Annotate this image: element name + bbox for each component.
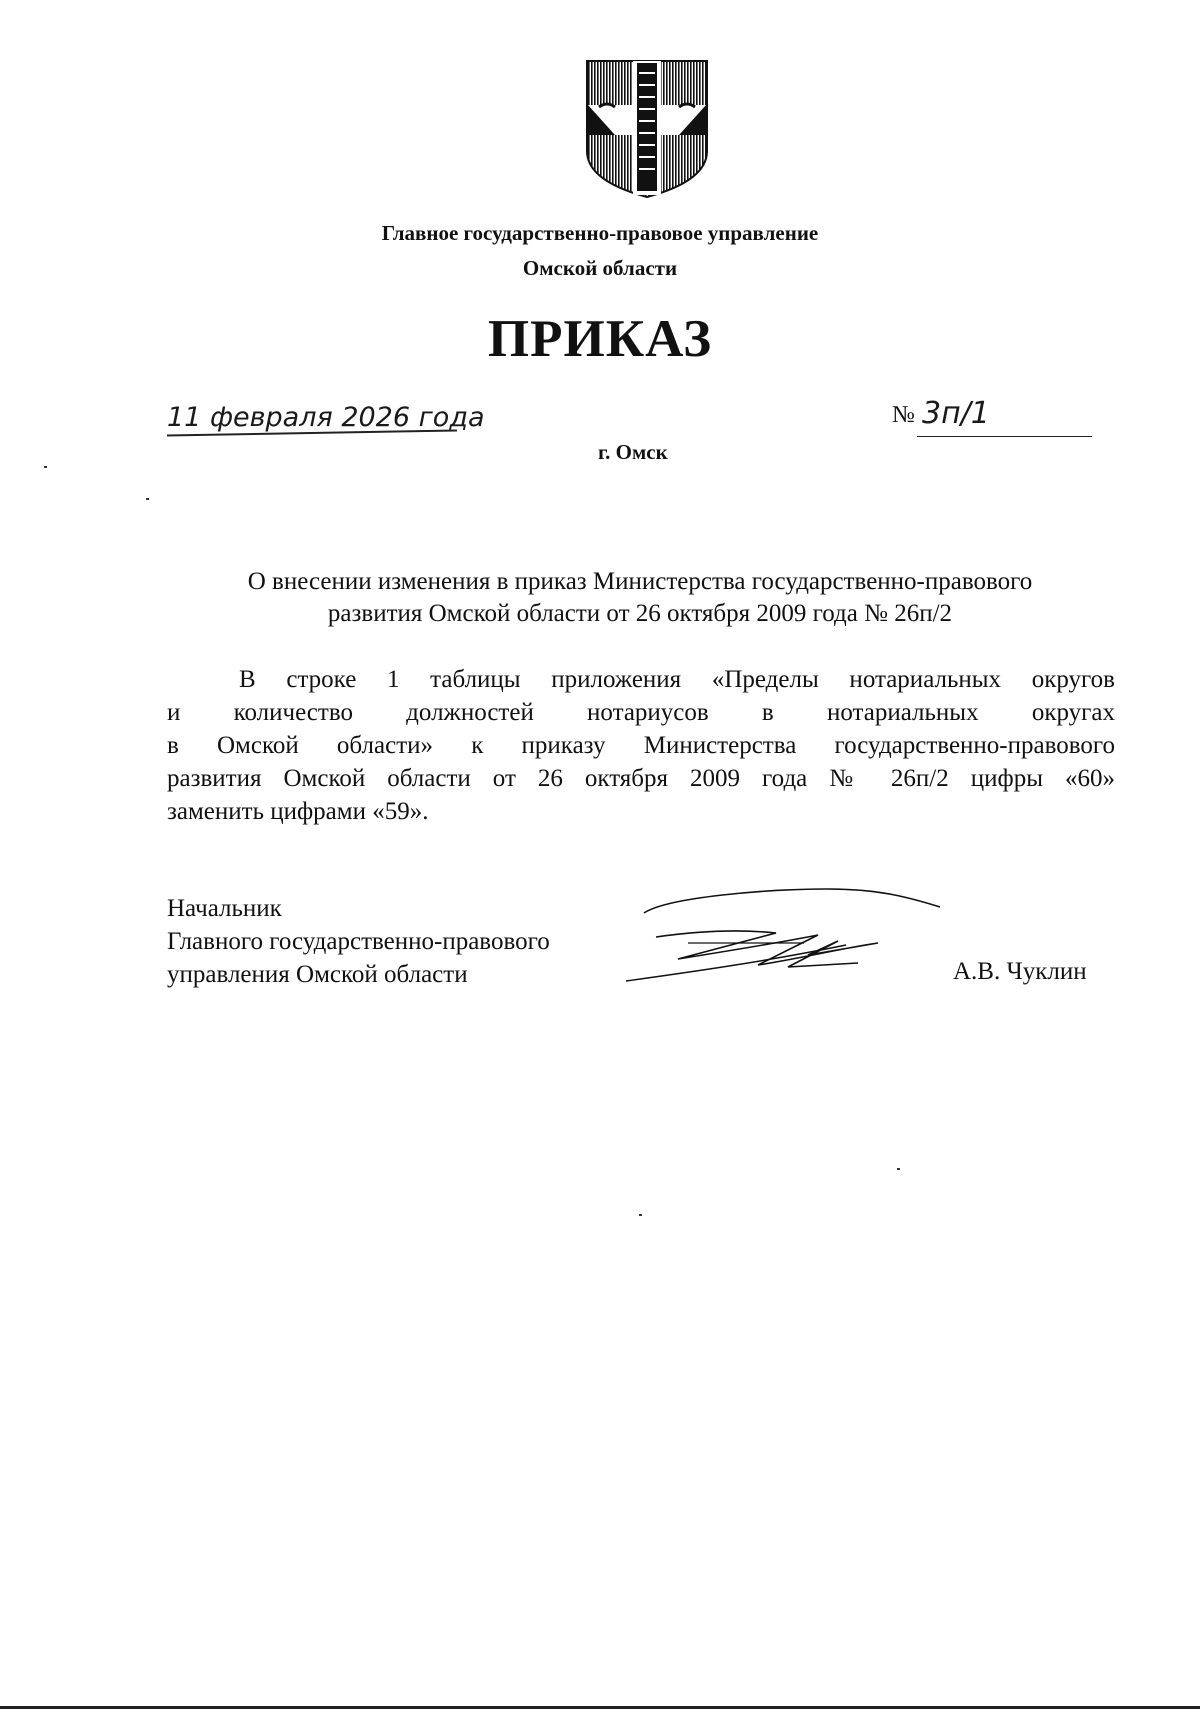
subject-line: развития Омской области от 26 октября 2009 года № 26п/2 bbox=[327, 600, 953, 627]
organization-name: Главное государственно-правовое управление bbox=[381, 221, 819, 245]
issue-city: г. Омск bbox=[598, 440, 668, 464]
body-line: заменить цифрами «59». bbox=[167, 798, 429, 825]
organization-region: Омской области bbox=[522, 256, 678, 280]
document-type-title: ПРИКАЗ bbox=[487, 310, 713, 368]
subject-line: О внесении изменения в приказ Министерства государственно-правового bbox=[247, 568, 1033, 595]
order-body bbox=[167, 663, 1115, 828]
position-line: управления Омской области bbox=[167, 961, 468, 988]
scan-speck bbox=[146, 498, 149, 500]
handwritten-signature-icon bbox=[608, 885, 948, 995]
signer-position bbox=[167, 892, 550, 991]
body-line: развития Омской области от 26 октября 2009 года № 26п/2 цифры «60» bbox=[167, 765, 1115, 792]
number-underline bbox=[917, 436, 1092, 437]
order-subject bbox=[160, 566, 1120, 630]
scan-edge-line bbox=[0, 1706, 1200, 1709]
body-line: в Омской области» к приказу Министерства государственно-правового bbox=[167, 732, 1115, 759]
body-line: и количество должностей нотариусов в нотариальных округах bbox=[167, 699, 1115, 726]
position-line: Начальник bbox=[167, 895, 282, 922]
number-label: № bbox=[892, 402, 915, 428]
position-line: Главного государственно-правового bbox=[167, 928, 550, 955]
scan-speck bbox=[44, 466, 47, 468]
scan-speck bbox=[897, 1168, 900, 1170]
body-line: В строке 1 таблицы приложения «Пределы нотариальных округов bbox=[239, 666, 1115, 693]
signer-name: А.В. Чуклин bbox=[953, 958, 1087, 985]
handwritten-document-number: 3п/1 bbox=[922, 396, 990, 431]
coat-of-arms-icon bbox=[585, 59, 709, 199]
scan-speck bbox=[639, 1214, 642, 1216]
handwritten-date: 11 февраля 2026 года bbox=[167, 402, 485, 433]
